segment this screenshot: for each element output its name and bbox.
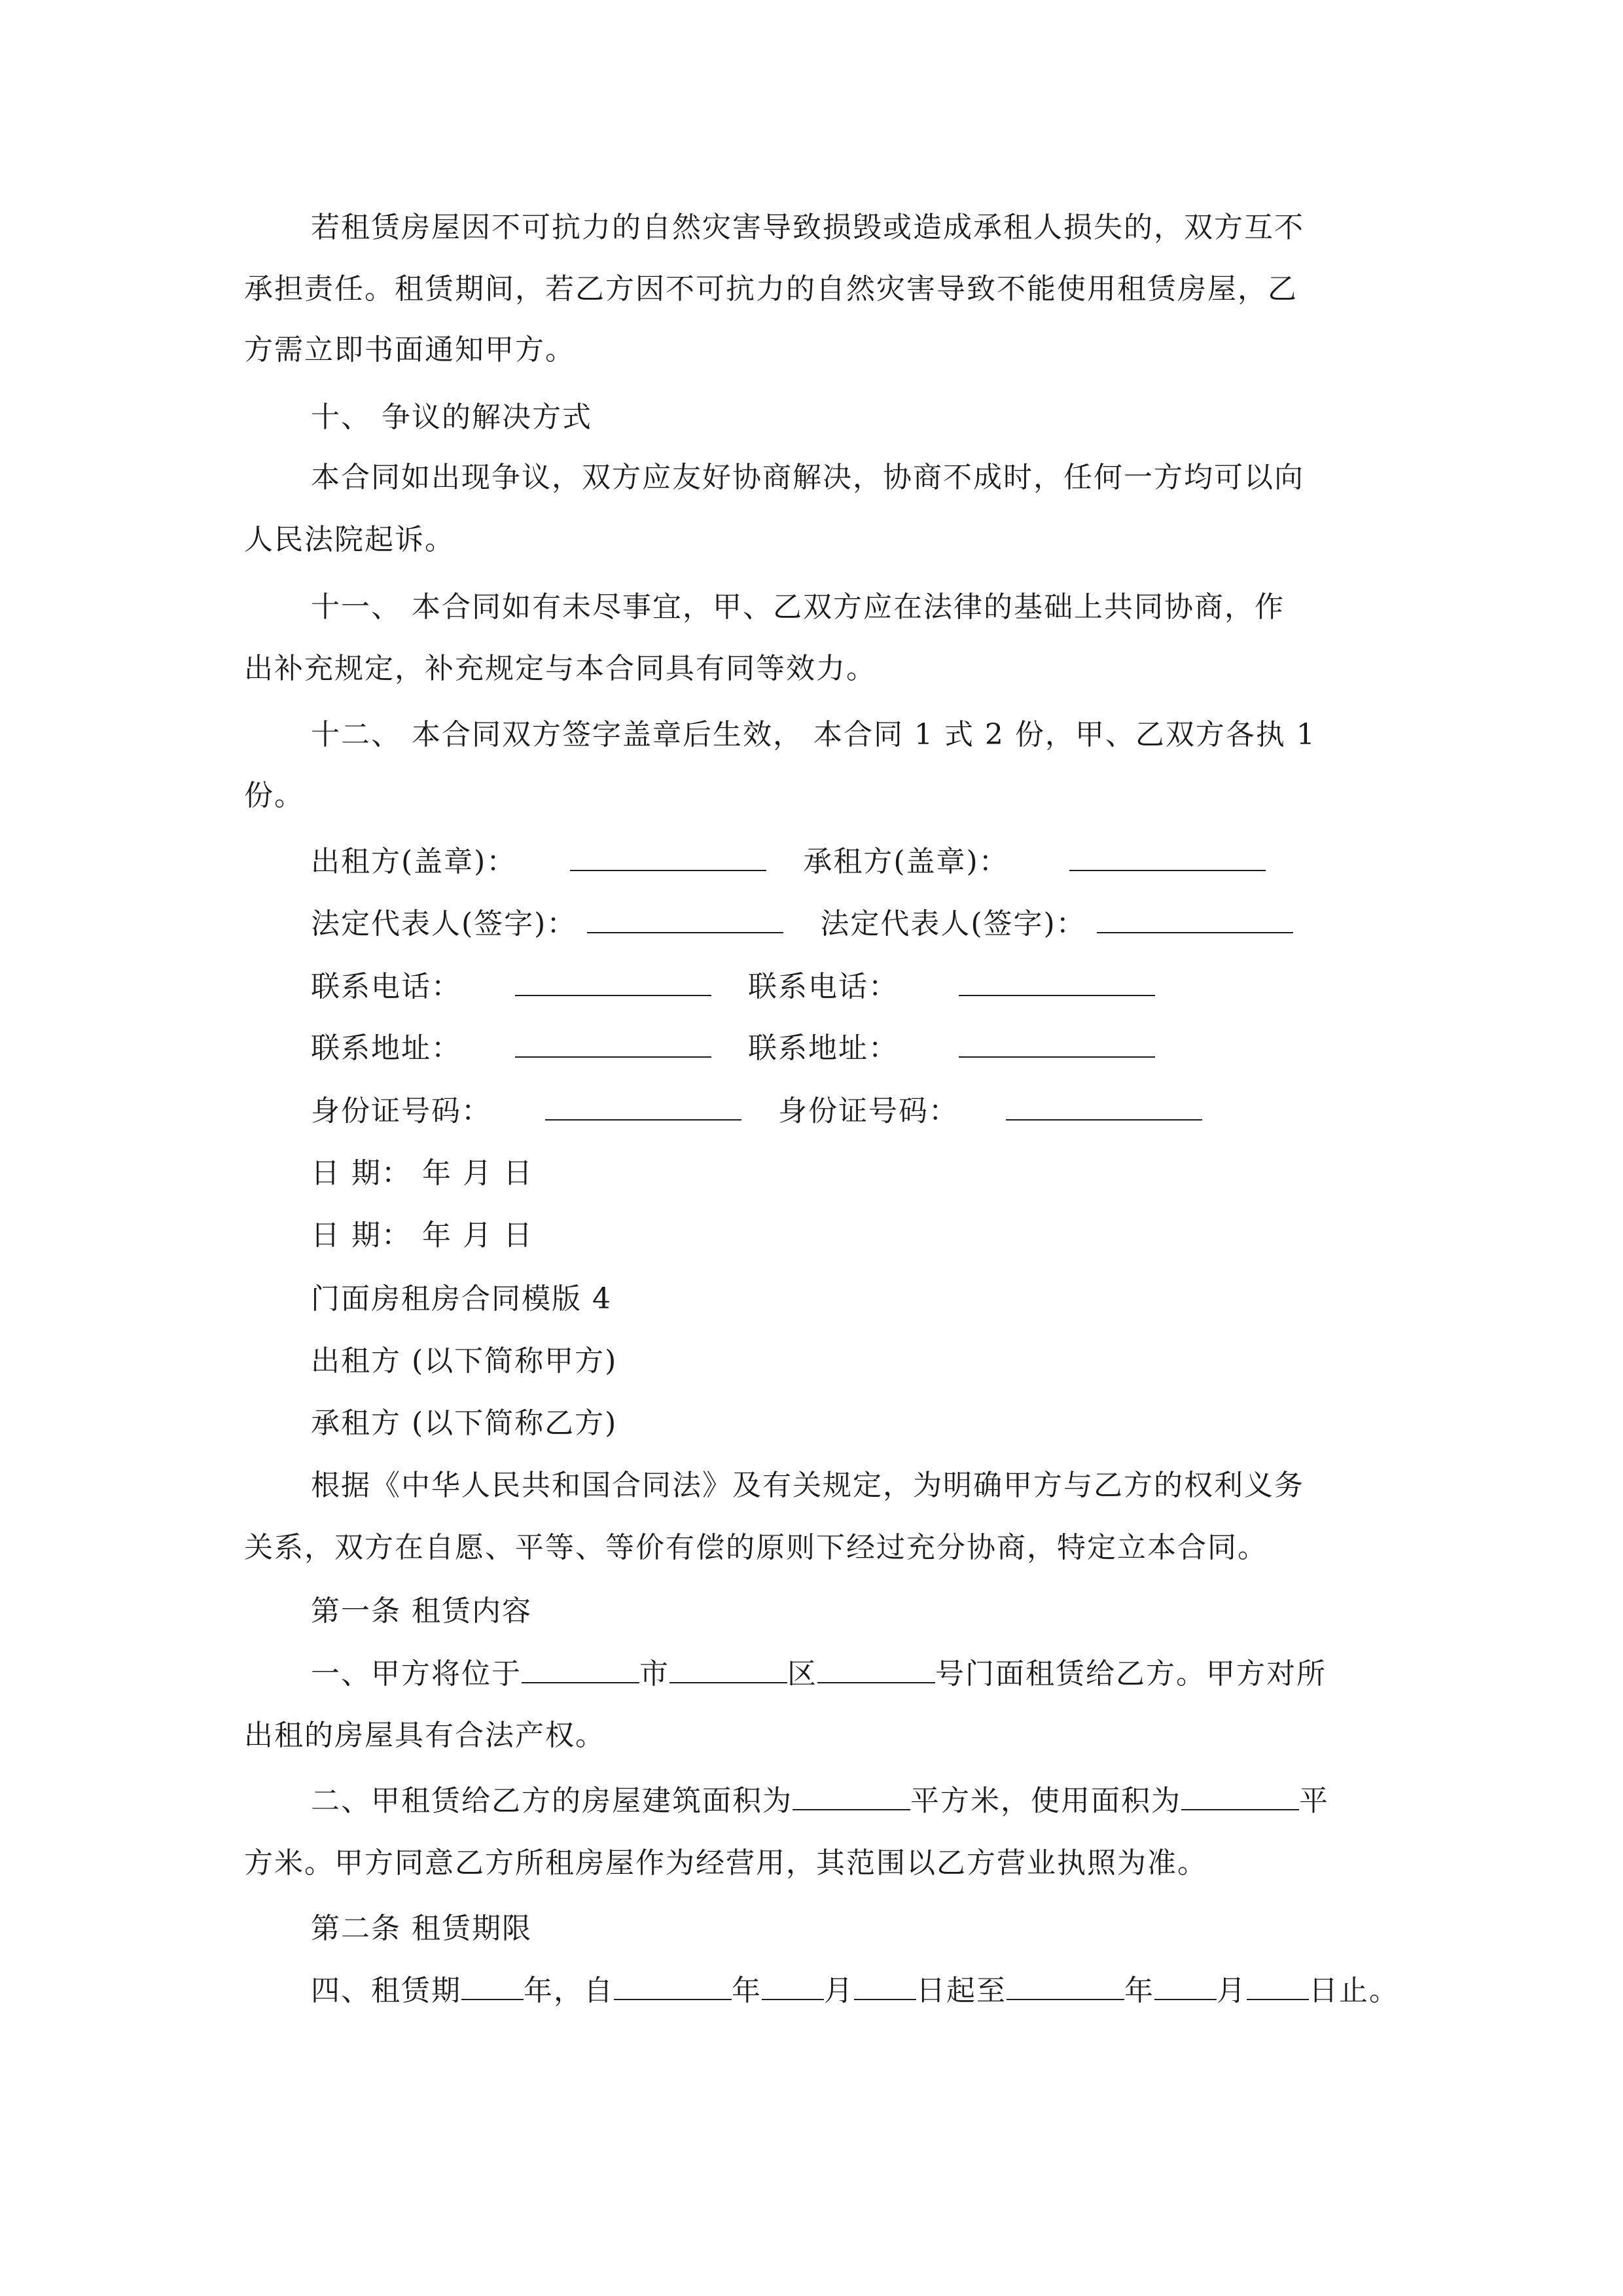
building-area-blank	[793, 1784, 910, 1810]
item-1-text-a: 一、甲方将位于	[311, 1657, 522, 1691]
start-month-blank	[762, 1974, 824, 2000]
end-month-blank	[1154, 1974, 1217, 2000]
article-12-line-2: 份。	[244, 779, 304, 812]
id-label-2: 身份证号码：	[778, 1094, 959, 1128]
item-1-line-1	[311, 1655, 1327, 1694]
start-day-blank	[854, 1974, 916, 2000]
signature-id-row	[311, 1092, 1202, 1131]
item-4-text-f: 年	[1124, 1974, 1154, 2007]
start-year-blank	[614, 1974, 732, 2000]
phone-label-2: 联系电话：	[748, 970, 899, 1003]
number-blank	[817, 1657, 935, 1683]
phone-blank-1	[515, 970, 711, 996]
item-2-line-2: 方米。甲方同意乙方所租房屋作为经营用，其范围以乙方营业执照为准。	[244, 1846, 1207, 1880]
article-10-line-2: 人民法院起诉。	[244, 523, 455, 556]
legal-rep-label-1: 法定代表人(签字)：	[311, 907, 577, 941]
item-2-line-1	[311, 1782, 1329, 1821]
item-1-text-b: 市	[639, 1657, 669, 1691]
address-blank-2	[959, 1031, 1155, 1058]
phone-blank-2	[959, 970, 1155, 996]
article-10-heading: 十、 争议的解决方式	[311, 401, 592, 434]
usable-area-blank	[1181, 1784, 1299, 1810]
id-blank-2	[1006, 1094, 1202, 1121]
address-blank-1	[515, 1031, 711, 1058]
chapter-2-heading: 第二条 租赁期限	[311, 1912, 532, 1945]
preamble-line-2: 关系，双方在自愿、平等、等价有偿的原则下经过充分协商，特定立本合同。	[244, 1531, 1268, 1564]
template-4-title: 门面房租房合同模版 4	[311, 1282, 612, 1316]
item-4-text-a: 四、租赁期	[311, 1974, 461, 2007]
lessee-definition: 承租方 (以下简称乙方)	[311, 1407, 618, 1440]
item-2-text-a: 二、甲租赁给乙方的房屋建筑面积为	[311, 1784, 793, 1818]
lessee-seal-blank	[1069, 845, 1266, 871]
preamble-line-1: 根据《中华人民共和国合同法》及有关规定，为明确甲方与乙方的权利义务	[311, 1469, 1304, 1502]
article-11-line-2: 出补充规定，补充规定与本合同具有同等效力。	[244, 652, 876, 685]
district-blank	[669, 1657, 787, 1683]
item-1-line-2: 出租的房屋具有合法产权。	[244, 1719, 605, 1752]
lessee-seal-label: 承租方(盖章)：	[803, 845, 1009, 878]
term-years-blank	[461, 1974, 524, 2000]
item-4-text-b: 年，自	[524, 1974, 614, 2007]
item-2-text-c: 平	[1299, 1784, 1329, 1818]
address-label-1: 联系地址：	[311, 1031, 461, 1065]
item-4-text-h: 日止。	[1309, 1974, 1399, 2007]
signature-phone-row	[311, 967, 1155, 1007]
signature-legal-rep-row	[311, 905, 1293, 944]
item-1-text-c: 区	[787, 1657, 817, 1691]
signature-seal-row	[311, 842, 1266, 882]
article-10-line-1: 本合同如出现争议，双方应友好协商解决，协商不成时，任何一方均可以向	[311, 461, 1304, 494]
article-11-line-1: 十一、 本合同如有未尽事宜，甲、乙双方应在法律的基础上共同协商，作	[311, 590, 1285, 624]
lessor-seal-blank	[570, 845, 766, 871]
item-4-line-1	[311, 1971, 1399, 2011]
paragraph-force-majeure-line-2: 承担责任。租赁期间，若乙方因不可抗力的自然灾害导致不能使用租赁房屋，乙	[244, 272, 1298, 306]
end-day-blank	[1247, 1974, 1309, 2000]
date-line-1: 日 期： 年 月 日	[311, 1157, 533, 1190]
city-blank	[522, 1657, 639, 1683]
signature-address-row	[311, 1029, 1155, 1068]
legal-rep-blank-2	[1097, 907, 1293, 933]
item-4-text-g: 月	[1217, 1974, 1247, 2007]
legal-rep-blank-1	[587, 907, 783, 933]
item-1-text-d: 号门面租赁给乙方。甲方对所	[935, 1657, 1327, 1691]
address-label-2: 联系地址：	[748, 1031, 899, 1065]
item-4-text-e: 日起至	[916, 1974, 1007, 2007]
end-year-blank	[1007, 1974, 1124, 2000]
date-line-2: 日 期： 年 月 日	[311, 1219, 533, 1252]
paragraph-force-majeure-line-3: 方需立即书面通知甲方。	[244, 333, 575, 367]
item-2-text-b: 平方米，使用面积为	[910, 1784, 1181, 1818]
phone-label-1: 联系电话：	[311, 970, 461, 1003]
id-label-1: 身份证号码：	[311, 1094, 491, 1128]
paragraph-force-majeure-line-1: 若租赁房屋因不可抗力的自然灾害导致损毁或造成承租人损失的，双方互不	[311, 211, 1304, 244]
item-4-text-d: 月	[824, 1974, 854, 2007]
lessor-seal-label: 出租方(盖章)：	[311, 845, 517, 878]
legal-rep-label-2: 法定代表人(签字)：	[820, 907, 1086, 941]
item-4-text-c: 年	[732, 1974, 762, 2007]
chapter-1-heading: 第一条 租赁内容	[311, 1594, 532, 1628]
article-12-line-1: 十二、 本合同双方签字盖章后生效， 本合同 1 式 2 份，甲、乙双方各执 1	[311, 718, 1316, 751]
id-blank-1	[545, 1094, 741, 1121]
lessor-definition: 出租方 (以下简称甲方)	[311, 1344, 618, 1378]
